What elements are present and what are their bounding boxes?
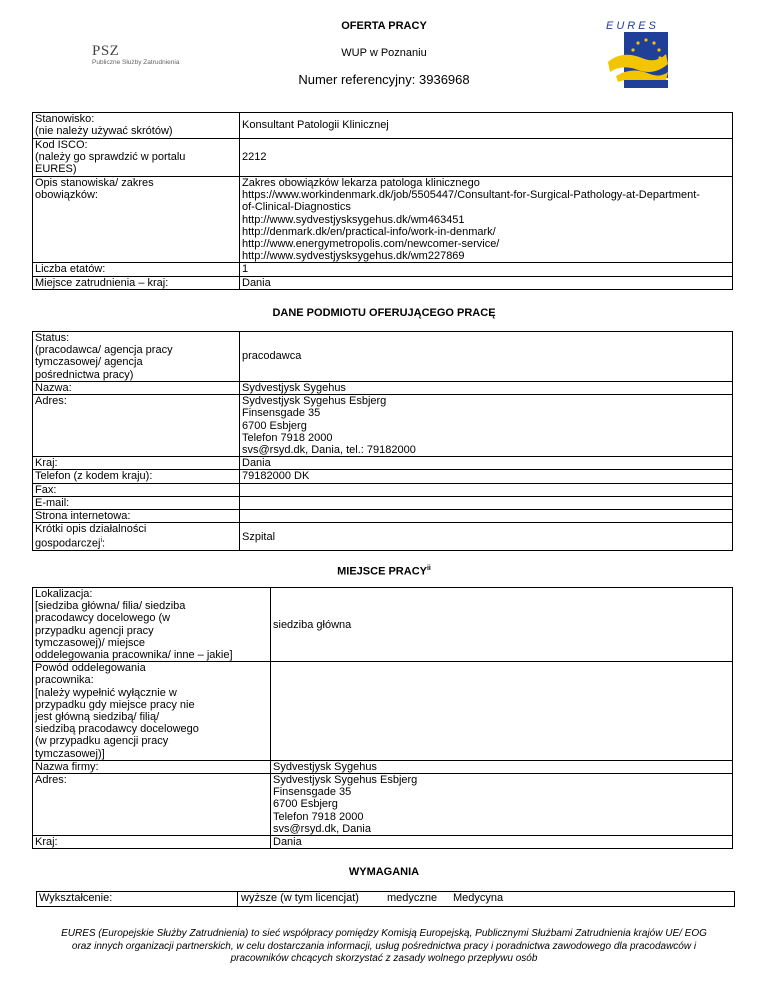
description-value: Zakres obowiązków lekarza patologa klinicznego https://www.workindenmark.dk/job/5505447/Consultant-for-Surgical-Pathology-at-Department- of-Clinical-Diagnostics http://www.sydvestjysksygehus.dk/wm463451 http://denmark.dk/en/practical-info/work-in-denmark/ http://www.energymetropolis.com/newcomer-service/ http://www.sydvestjysksygehus.dk/wm227869	[240, 177, 733, 263]
workplace-section-title: MIEJSCE PRACY$^{ii}$	[337, 565, 431, 578]
isco-value: 2212	[240, 139, 733, 177]
website-label: Strona internetowa:	[33, 510, 240, 523]
reason-value	[271, 662, 733, 761]
employer-country-value: Dania	[240, 457, 733, 470]
fax-label: Fax:	[33, 483, 240, 496]
phone-value: 79182000 DK	[240, 470, 733, 483]
eures-logo	[602, 18, 682, 92]
education-level: wyższe (w tym licencjat)	[241, 892, 359, 904]
location-label: Lokalizacja: [siedziba główna/ filia/ siedziba pracodawcy docelowego (w przypadku agencji pracy tymczasowej)/ miejsce oddelegowania pracownika/ inne – jakie]	[33, 588, 271, 662]
status-value: pracodawca	[240, 332, 733, 382]
psz-logo-subtext: Publiczne Służby Zatrudnienia	[92, 59, 180, 66]
position-label: Stanowisko: (nie należy używać skrótów)	[33, 113, 240, 139]
location-value: siedziba główna	[271, 588, 733, 662]
reason-label: Powód oddelegowania pracownika: [należy wypełnić wyłącznie w przypadku gdy miejsce pracy nie jest główną siedzibą/ filią/ siedzibą pracodawcy docelowego (w przypadku agencji pracy tymczasowej)]	[33, 662, 271, 761]
website-value	[240, 510, 733, 523]
positions-value: 1	[240, 263, 733, 276]
workplace-table	[32, 587, 733, 849]
requirements-section-title: WYMAGANIA	[348, 866, 420, 878]
activity-label: Krótki opis działalności gospodarczej$^i$:	[33, 523, 240, 551]
workplace-address-label: Adres:	[33, 774, 271, 836]
employer-section-title: DANE PODMIOTU OFERUJĄCEGO PRACĘ	[272, 307, 496, 319]
psz-logo-text: PSZ	[92, 43, 120, 59]
positions-label: Liczba etatów:	[33, 263, 240, 276]
position-value: Konsultant Patologii Klinicznej	[240, 113, 733, 139]
address-value: Sydvestjysk Sygehus Esbjerg Finsensgade 35 6700 Esbjerg Telefon 7918 2000 svs@rsyd.dk, Dania, tel.: 79182000	[240, 395, 733, 457]
company-value: Sydvestjysk Sygehus	[271, 760, 733, 773]
phone-label: Telefon (z kodem kraju):	[33, 470, 240, 483]
workplace-address-value: Sydvestjysk Sygehus Esbjerg Finsensgade 35 6700 Esbjerg Telefon 7918 2000 svs@rsyd.dk, Dania	[271, 774, 733, 836]
description-label: Opis stanowiska/ zakres obowiązków:	[33, 177, 240, 263]
country-value: Dania	[240, 276, 733, 289]
workplace-country-value: Dania	[271, 836, 733, 849]
footer-note: EURES (Europejskie Służby Zatrudnienia) to sieć współpracy pomiędzy Komisją Europejską, Publicznymi Służbami Zatrudnienia krajów UE/ EOG oraz innych organizacji partnerskich, w celu dostarczania informacji, usług pośrednictwa pracy i poradnictwa zawodowego dla pracodawców i pracowników chcących skorzystać z zasady wolnego przepływu osób	[61, 928, 707, 964]
document-title: OFERTA PRACY	[341, 20, 427, 32]
email-value	[240, 496, 733, 509]
psz-logo	[92, 44, 192, 70]
fax-value	[240, 483, 733, 496]
education-row	[36, 891, 735, 907]
isco-label: Kod ISCO: (należy go sprawdzić w portalu EURES)	[33, 139, 240, 177]
education-label: Wykształcenie:	[39, 892, 113, 904]
address-label: Adres:	[33, 395, 240, 457]
name-value: Sydvestjysk Sygehus	[240, 382, 733, 395]
education-field: medyczne	[387, 892, 438, 904]
country-label: Miejsce zatrudnienia – kraj:	[33, 276, 240, 289]
name-label: Nazwa:	[33, 382, 240, 395]
job-table	[32, 112, 733, 290]
eures-logo-text: EURES	[606, 20, 659, 32]
employer-table	[32, 331, 733, 551]
activity-value: Szpital	[240, 523, 733, 551]
education-specialty: Medycyna	[453, 892, 504, 904]
employer-country-label: Kraj:	[33, 457, 240, 470]
company-label: Nazwa firmy:	[33, 760, 271, 773]
status-label: Status: (pracodawca/ agencja pracy tymczasowej/ agencja pośrednictwa pracy)	[33, 332, 240, 382]
email-label: E-mail:	[33, 496, 240, 509]
office-name: WUP w Poznaniu	[341, 47, 427, 59]
reference-number: Numer referencyjny: 3936968	[298, 72, 470, 87]
workplace-country-label: Kraj:	[33, 836, 271, 849]
